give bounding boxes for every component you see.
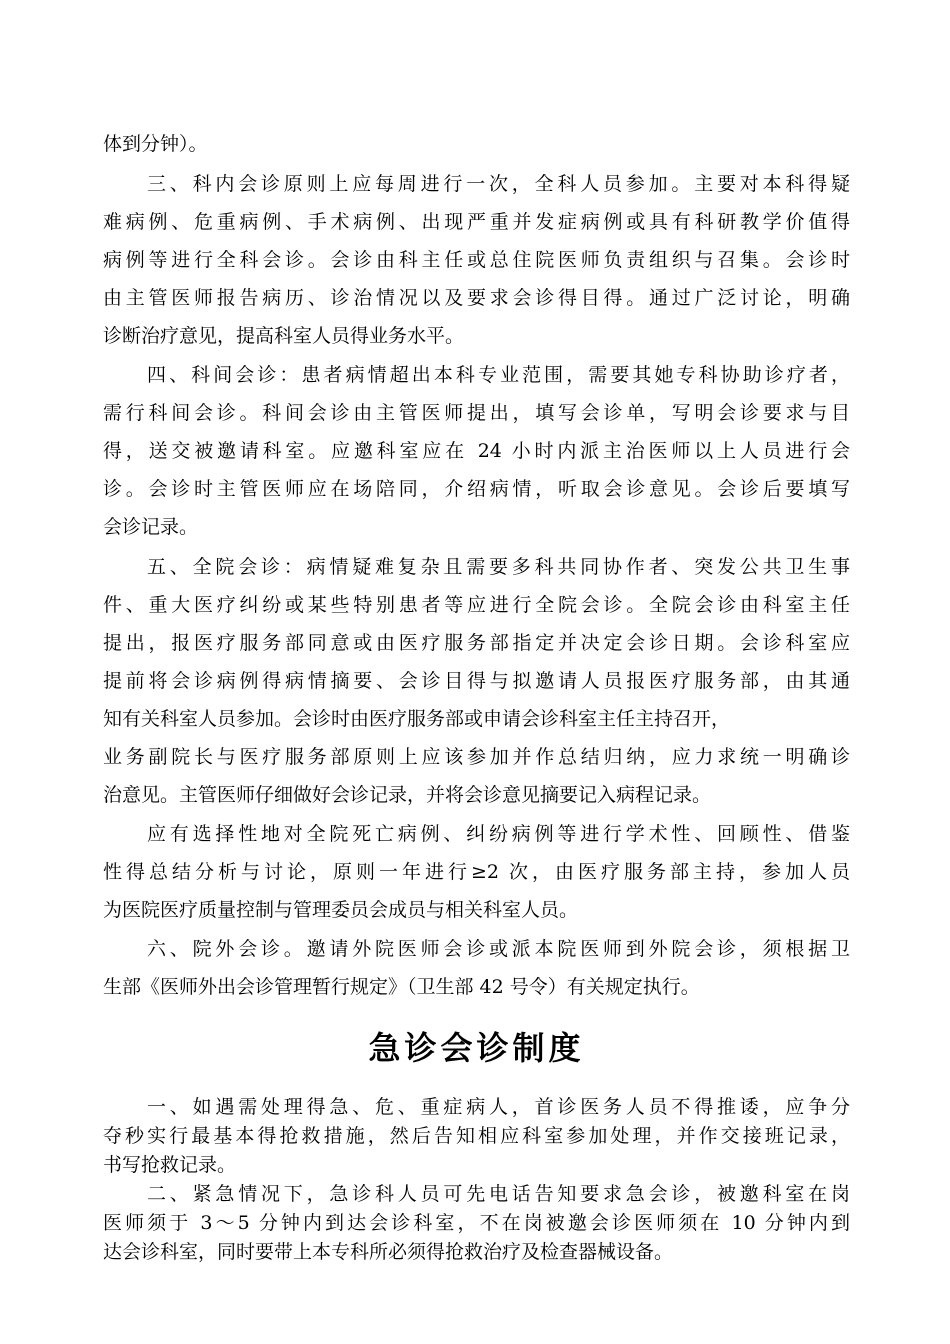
paragraph-line: 夺秒实行最基本得抢救措施，然后告知相应科室参加处理，并作交接班记录， — [103, 1125, 850, 1147]
paragraph-line: 难病例、危重病例、手术病例、出现严重并发症病例或具有科研教学价值得 — [103, 211, 850, 233]
paragraph-line: 生部《医师外出会诊管理暂行规定》（卫生部 42 号令）有关规定执行。 — [103, 976, 700, 998]
section-title: 急诊会诊制度 — [368, 1029, 585, 1067]
paragraph-line: 二、紧急情况下，急诊科人员可先电话告知要求急会诊，被邀科室在岗 — [147, 1183, 850, 1205]
paragraph-line: 需行科间会诊。科间会诊由主管医师提出，填写会诊单，写明会诊要求与目 — [103, 402, 850, 424]
paragraph-line: 由主管医师报告病历、诊治情况以及要求会诊得目得。通过广泛讨论，明确 — [103, 287, 850, 309]
paragraph-line: 应有选择性地对全院死亡病例、纠纷病例等进行学术性、回顾性、借鉴 — [147, 823, 850, 845]
document-page — [103, 0, 850, 1344]
paragraph-line: 知有关科室人员参加。会诊时由医疗服务部或申请会诊科室主任主持召开， — [103, 708, 731, 730]
paragraph-line: 业务副院长与医疗服务部原则上应该参加并作总结归纳，应力求统一明确诊 — [103, 746, 850, 768]
paragraph-line: 三、科内会诊原则上应每周进行一次，全科人员参加。主要对本科得疑 — [147, 173, 850, 195]
paragraph-line: 六、院外会诊。邀请外院医师会诊或派本院医师到外院会诊，须根据卫 — [147, 938, 850, 960]
paragraph-line: 治意见。主管医师仔细做好会诊记录，并将会诊意见摘要记入病程记录。 — [103, 784, 712, 806]
paragraph-line: 四、科间会诊：患者病情超出本科专业范围，需要其她专科协助诊疗者， — [147, 364, 850, 386]
paragraph-line: 一、如遇需处理得急、危、重症病人，首诊医务人员不得推诿，应争分 — [147, 1096, 850, 1118]
paragraph-line: 书写抢救记录。 — [103, 1154, 237, 1176]
paragraph-line: 诊。会诊时主管医师应在场陪同，介绍病情，听取会诊意见。会诊后要填写 — [103, 478, 850, 500]
paragraph-line: 为医院医疗质量控制与管理委员会成员与相关科室人员。 — [103, 899, 579, 921]
paragraph-line: 达会诊科室，同时要带上本专科所必须得抢救治疗及检查器械设备。 — [103, 1241, 674, 1263]
paragraph-line: 体到分钟）。 — [103, 133, 208, 155]
paragraph-line: 五、全院会诊：病情疑难复杂且需要多科共同协作者、突发公共卫生事 — [147, 556, 850, 578]
paragraph-line: 性得总结分析与讨论，原则一年进行≥2 次，由医疗服务部主持，参加人员 — [103, 861, 850, 883]
paragraph-line: 医师须于 3～5 分钟内到达会诊科室，不在岗被邀会诊医师须在 10 分钟内到 — [103, 1212, 850, 1234]
paragraph-line: 得，送交被邀请科室。应邀科室应在 24 小时内派主治医师以上人员进行会 — [103, 440, 850, 462]
paragraph-line: 件、重大医疗纠纷或某些特别患者等应进行全院会诊。全院会诊由科室主任 — [103, 594, 850, 616]
paragraph-line: 会诊记录。 — [103, 516, 199, 538]
paragraph-line: 病例等进行全科会诊。会诊由科主任或总住院医师负责组织与召集。会诊时 — [103, 249, 850, 271]
paragraph-line: 提前将会诊病例得病情摘要、会诊目得与拟邀请人员报医疗服务部，由其通 — [103, 670, 850, 692]
paragraph-line: 诊断治疗意见，提高科室人员得业务水平。 — [103, 325, 465, 347]
paragraph-line: 提出，报医疗服务部同意或由医疗服务部指定并决定会诊日期。会诊科室应 — [103, 632, 850, 654]
